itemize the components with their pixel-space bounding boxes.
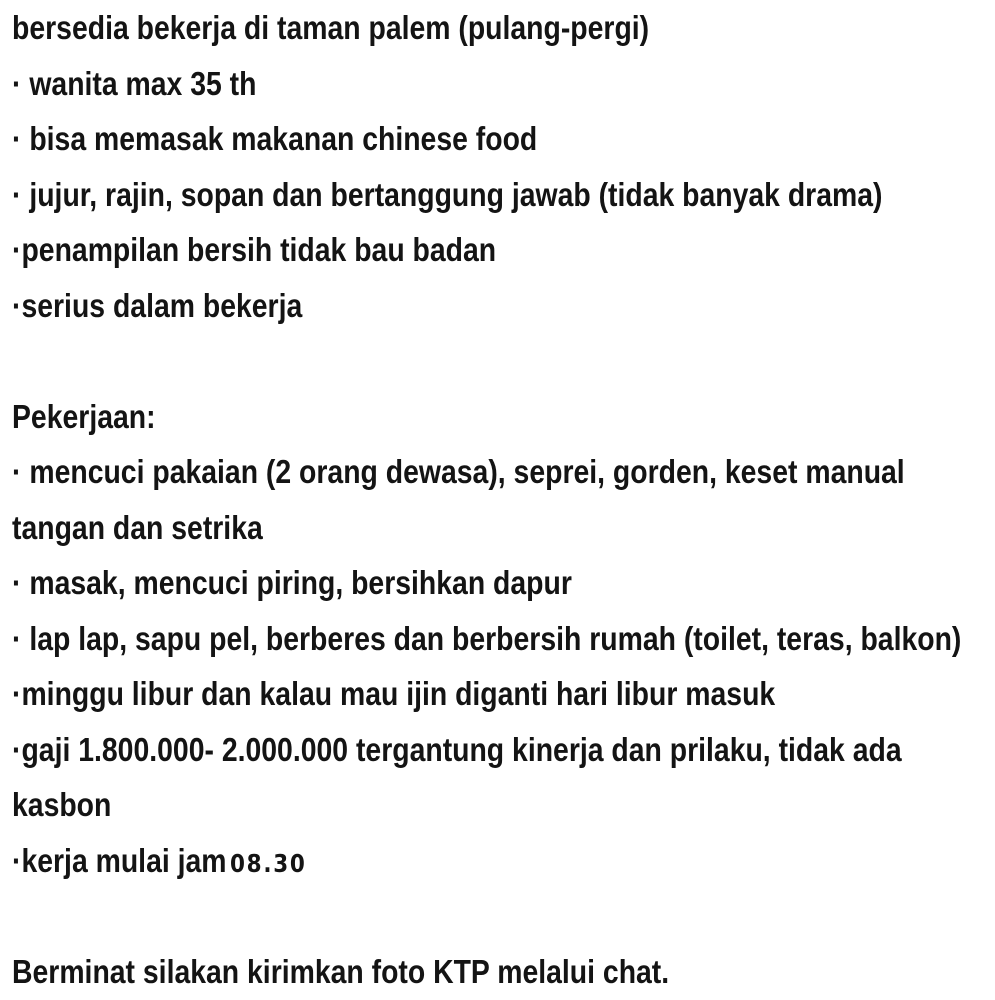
requirement-line: bersedia bekerja di taman palem (pulang-pergi)	[12, 9, 650, 46]
work-start-time: 08.30	[229, 848, 307, 878]
job-line: tangan dan setrika	[12, 508, 263, 546]
spacer	[12, 888, 851, 944]
jobs-heading: Pekerjaan:	[12, 397, 156, 435]
job-line: · mencuci pakaian (2 orang dewasa), seprei, gorden, keset manual	[12, 453, 905, 490]
job-line: kasbon	[12, 786, 112, 823]
requirement-line: ·penampilan bersih tidak bau badan	[12, 231, 497, 268]
job-posting-text	[12, 0, 962, 999]
spacer	[12, 333, 851, 389]
closing-line: Berminat silakan kirimkan foto KTP melalui chat.	[12, 952, 670, 990]
job-line: · masak, mencuci piring, bersihkan dapur	[12, 564, 572, 601]
job-line: · lap lap, sapu pel, berberes dan berbersih rumah (toilet, teras, balkon)	[12, 619, 962, 657]
requirement-line: · wanita max 35 th	[12, 64, 257, 102]
job-line: ·minggu libur dan kalau mau ijin diganti hari libur masuk	[12, 675, 776, 712]
requirement-line: · bisa memasak makanan chinese food	[12, 120, 538, 157]
requirement-line: · jujur, rajin, sopan dan bertanggung jawab (tidak banyak drama)	[12, 175, 883, 213]
requirement-line: ·serius dalam bekerja	[12, 286, 303, 324]
work-start-line	[12, 833, 851, 889]
job-line: ·gaji 1.800.000- 2.000.000 tergantung kinerja dan prilaku, tidak ada	[12, 730, 902, 768]
work-start-label: ·kerja mulai jam	[12, 841, 227, 879]
